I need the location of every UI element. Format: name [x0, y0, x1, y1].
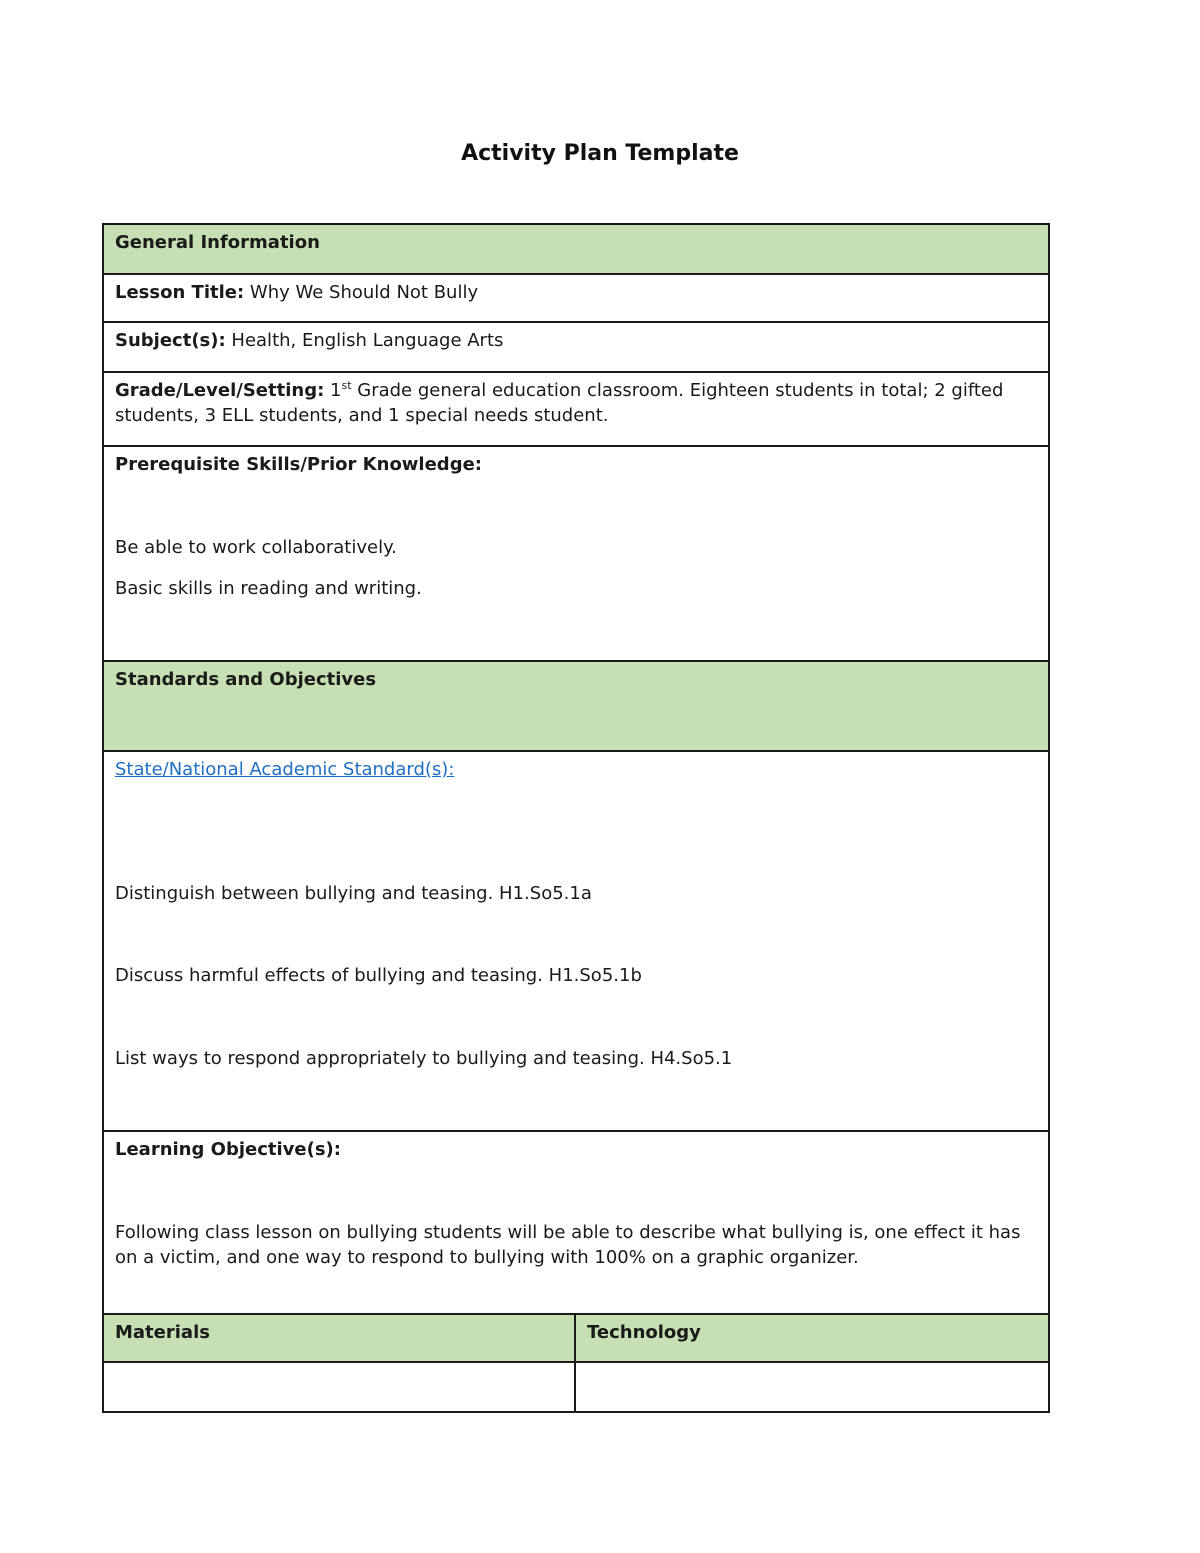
- activity-plan-table: [102, 223, 1050, 1413]
- general-information-header-row: [103, 224, 1049, 274]
- learning-objectives-row: [103, 1131, 1049, 1314]
- materials-header: Materials: [103, 1314, 575, 1362]
- prerequisite-skills-cell: [103, 446, 1049, 661]
- grade-level-setting-cell: [103, 372, 1049, 446]
- standard-item: Distinguish between bullying and teasing. H1.So5.1a: [115, 883, 592, 904]
- learning-objectives-label: Learning Objective(s):: [115, 1139, 341, 1160]
- document-title: Activity Plan Template: [461, 141, 739, 166]
- academic-standards-row: [103, 751, 1049, 1131]
- technology-cell: [575, 1362, 1049, 1412]
- academic-standards-cell: [103, 751, 1049, 1131]
- learning-objectives-value: Following class lesson on bullying students will be able to describe what bullying is, one effect it has on a victim, and one way to respond to bullying with 100% on a graphic organizer.: [115, 1222, 1021, 1268]
- subjects-cell: [103, 322, 1049, 372]
- prerequisite-skills-label: Prerequisite Skills/Prior Knowledge:: [115, 454, 482, 475]
- subjects-label: Subject(s):: [115, 330, 226, 351]
- grade-level-setting-label: Grade/Level/Setting:: [115, 380, 325, 401]
- prerequisite-item: Basic skills in reading and writing.: [115, 578, 422, 599]
- lesson-title-label: Lesson Title:: [115, 282, 245, 303]
- learning-objectives-cell: [103, 1131, 1049, 1314]
- materials-cell: [103, 1362, 575, 1412]
- standards-objectives-header-row: [103, 661, 1049, 751]
- subjects-row: [103, 322, 1049, 372]
- subjects-value: Health, English Language Arts: [231, 330, 504, 351]
- academic-standards-link[interactable]: State/National Academic Standard(s):: [115, 759, 455, 780]
- lesson-title-row: [103, 274, 1049, 322]
- prerequisite-item: Be able to work collaboratively.: [115, 537, 397, 558]
- grade-superscript: st: [341, 379, 352, 392]
- grade-number: 1: [330, 380, 342, 401]
- grade-level-setting-value: Grade general education classroom. Eighteen students in total; 2 gifted students, 3 ELL students, and 1 special needs student.: [115, 380, 1004, 426]
- standard-item: List ways to respond appropriately to bullying and teasing. H4.So5.1: [115, 1048, 733, 1069]
- standard-item: Discuss harmful effects of bullying and teasing. H1.So5.1b: [115, 965, 642, 986]
- lesson-title-cell: [103, 274, 1049, 322]
- resources-header-row: [103, 1314, 1049, 1362]
- resources-content-row: [103, 1362, 1049, 1412]
- prerequisite-skills-row: [103, 446, 1049, 661]
- standards-objectives-header: Standards and Objectives: [103, 661, 1049, 751]
- technology-header: Technology: [575, 1314, 1049, 1362]
- general-information-header: General Information: [103, 224, 1049, 274]
- grade-level-setting-row: [103, 372, 1049, 446]
- lesson-title-value: Why We Should Not Bully: [249, 282, 479, 303]
